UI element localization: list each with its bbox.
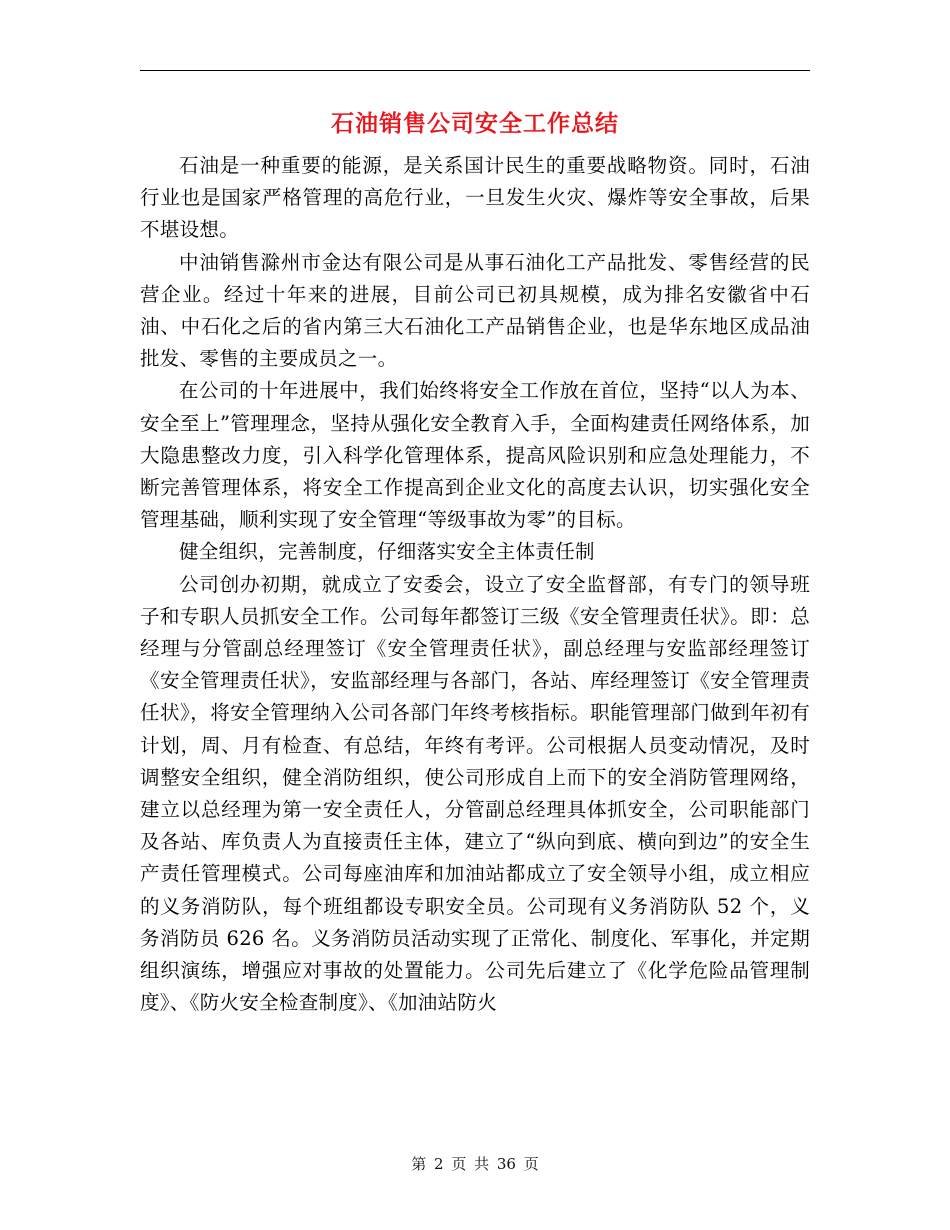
paragraph-intro: 石油是一种重要的能源，是关系国计民生的重要战略物资。同时，石油行业也是国家严格管理的高危行业，一旦发生火灾、爆炸等安全事故，后果不堪设想。	[140, 154, 810, 242]
document-title: 石油销售公司安全工作总结	[331, 111, 619, 137]
section-heading-organization: 健全组织，完善制度，仔细落实安全主体责任制	[179, 540, 595, 564]
paragraph-company: 中油销售滁州市金达有限公司是从事石油化工产品批发、零售经营的民营企业。经过十年来的进展，目前公司已初具规模，成为排名安徽省中石油、中石化之后的省内第三大石油化工产品销售企业，也是华东地区成品油批发、零售的主要成员之一。	[140, 250, 810, 371]
paragraph-organization: 公司创办初期，就成立了安委会，设立了安全监督部，有专门的领导班子和专职人员抓安全工作。公司每年都签订三级《安全管理责任状》。即：总经理与分管副总经理签订《安全管理责任状》，副总经理与安监部经理签订《安全管理责任状》，安监部经理与各部门，各站、库经理签订《安全管理责任状》，将安全管理纳入公司各部门年终考核指标。职能管理部门做到年初有计划，周、月有检查、有总结，年终有考评。公司根据人员变动情况，及时调整安全组织，健全消防组织，使公司形成自上而下的安全消防管理网络，建立以总经理为第一安全责任人，分管副总经理具体抓安全，公司职能部门及各站、库负责人为直接责任主体，建立了“纵向到底、横向到边”的安全生产责任管理模式。公司每座油库和加油站都成立了安全领导小组，成立相应的义务消防队，每个班组都设专职安全员。公司现有义务消防队 52 个，义务消防员 626 名。义务消防员活动实现了正常化、制度化、军事化，并定期组织演练，增强应对事故的处置能力。公司先后建立了《化学危险品管理制度》、《防火安全检查制度》、《加油站防火	[140, 572, 810, 1015]
paragraph-safety-philosophy: 在公司的十年进展中，我们始终将安全工作放在首位，坚持“以人为本、安全至上”管理理念，坚持从强化安全教育入手，全面构建责任网络体系，加大隐患整改力度，引入科学化管理体系，提高风险识别和应急处理能力，不断完善管理体系，将安全工作提高到企业文化的高度去认识，切实强化安全管理基础，顺利实现了安全管理“等级事故为零”的目标。	[140, 379, 810, 532]
document-body	[140, 150, 810, 1019]
header-rule	[140, 70, 810, 71]
page-number-footer: 第 2 页 共 36 页	[411, 1155, 539, 1173]
